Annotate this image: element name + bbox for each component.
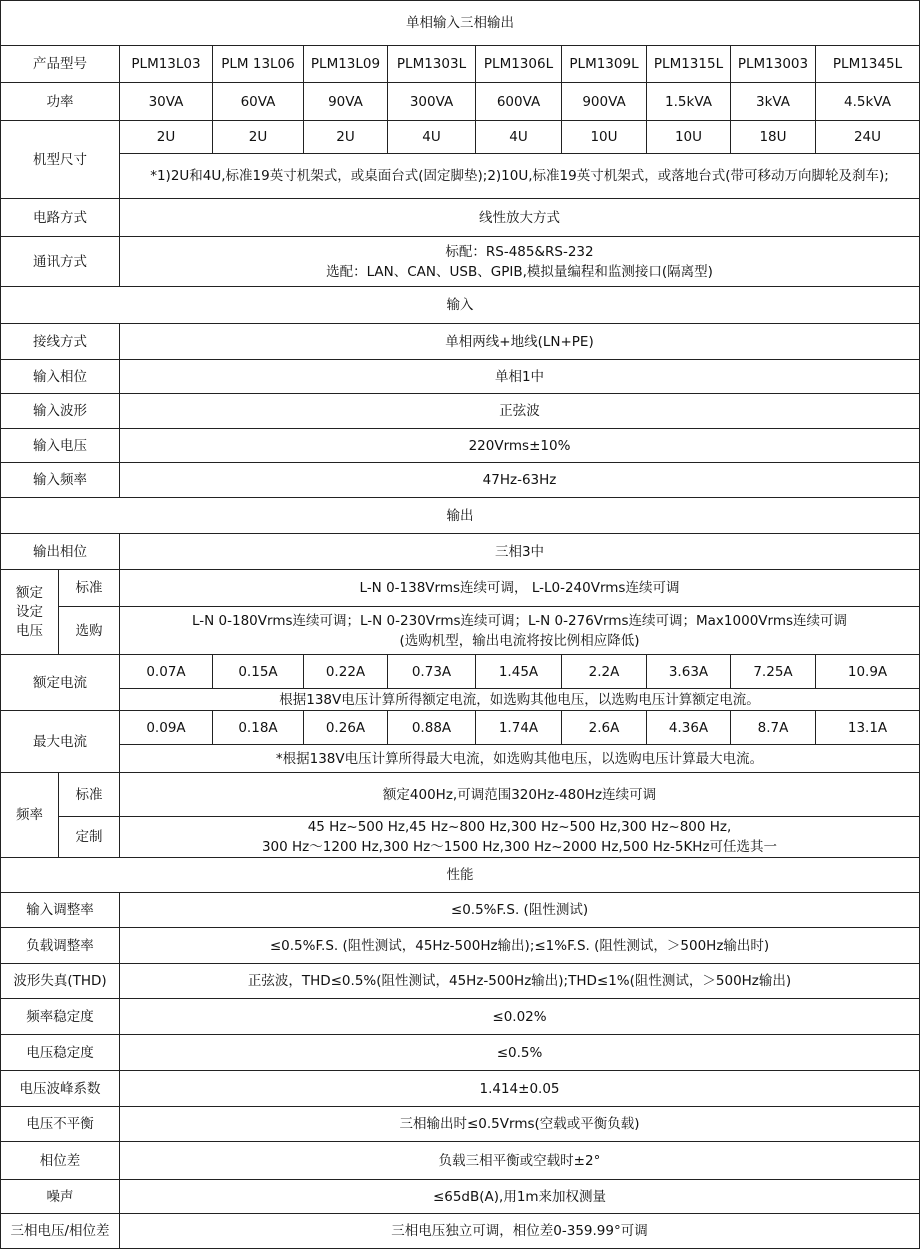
section-output-title: 输出: [1, 498, 920, 534]
model-cell: PLM1345L: [816, 46, 920, 83]
row-label: 频率稳定度: [1, 999, 120, 1035]
row-label: 相位差: [1, 1142, 120, 1180]
size-note: *1)2U和4U,标准19英寸机架式，或桌面台式(固定脚垫);2)10U,标准19英寸机架式，或落地台式(带可移动万向脚轮及刹车);: [120, 154, 920, 199]
frequency-label: 频率: [1, 773, 59, 858]
row-label: 产品型号: [1, 46, 120, 83]
row-label: 输出相位: [1, 534, 120, 570]
row-label: 输入频率: [1, 463, 120, 498]
frequency-custom-line: 300 Hz～1200 Hz,300 Hz～1500 Hz,300 Hz~2000 Hz,500 Hz-5KHz可任选其一: [261, 839, 778, 855]
rated-voltage-optional: [120, 607, 920, 655]
row-value: ≤65dB(A),用1m来加权测量: [120, 1180, 920, 1214]
rated-current-note: 根据138V电压计算所得额定电流，如选购其他电压，以选购电压计算额定电流。: [120, 689, 920, 711]
model-cell: PLM13L09: [304, 46, 388, 83]
size-cell: 2U: [213, 121, 304, 154]
row-value: 三相输出时≤0.5Vrms(空载或平衡负载): [120, 1107, 920, 1142]
comm-value: [120, 237, 920, 287]
row-label: 功率: [1, 83, 120, 121]
rated-voltage-label: 额定 设定 电压: [1, 570, 59, 655]
size-cell: 10U: [562, 121, 647, 154]
size-cell: 4U: [388, 121, 476, 154]
row-value: 负载三相平衡或空载时±2°: [120, 1142, 920, 1180]
row-value: 单相两线+地线(LN+PE): [120, 324, 920, 360]
current-cell: 0.22A: [304, 655, 388, 689]
model-cell: PLM1309L: [562, 46, 647, 83]
model-cell: PLM 13L06: [213, 46, 304, 83]
row-label: 电路方式: [1, 199, 120, 237]
frequency-custom: [120, 817, 920, 858]
row-value: 正弦波，THD≤0.5%(阻性测试，45Hz-500Hz输出);THD≤1%(阻性测试，＞500Hz输出): [120, 964, 920, 999]
power-cell: 3kVA: [731, 83, 816, 121]
row-label: 三相电压/相位差: [1, 1214, 120, 1249]
model-cell: PLM1315L: [647, 46, 731, 83]
row-label: 负载调整率: [1, 928, 120, 964]
row-label: 额定电流: [1, 655, 120, 711]
row-label: 输入调整率: [1, 893, 120, 928]
sub-label: 定制: [59, 817, 120, 858]
current-cell: 0.18A: [213, 711, 304, 745]
max-current-note: *根据138V电压计算所得最大电流，如选购其他电压，以选购电压计算最大电流。: [120, 745, 920, 773]
current-cell: 0.15A: [213, 655, 304, 689]
section-input-title: 输入: [1, 287, 920, 324]
row-value: ≤0.5%F.S. (阻性测试): [120, 893, 920, 928]
power-cell: 900VA: [562, 83, 647, 121]
table-title: 单相输入三相输出: [1, 1, 920, 46]
rated-voltage-standard: L-N 0-138Vrms连续可调， L-L0-240Vrms连续可调: [120, 570, 920, 607]
size-cell: 18U: [731, 121, 816, 154]
row-label: 输入电压: [1, 429, 120, 463]
row-value: 220Vrms±10%: [120, 429, 920, 463]
rated-voltage-optional-line: L-N 0-180Vrms连续可调；L-N 0-230Vrms连续可调；L-N 0-276Vrms连续可调；Max1000Vrms连续可调: [192, 612, 848, 629]
row-label: 电压稳定度: [1, 1035, 120, 1071]
row-label: 电压波峰系数: [1, 1071, 120, 1107]
row-label: 波形失真(THD): [1, 964, 120, 999]
power-cell: 300VA: [388, 83, 476, 121]
model-cell: PLM13003: [731, 46, 816, 83]
model-cell: PLM1303L: [388, 46, 476, 83]
current-cell: 0.73A: [388, 655, 476, 689]
row-value: 47Hz-63Hz: [120, 463, 920, 498]
current-cell: 7.25A: [731, 655, 816, 689]
current-cell: 1.74A: [476, 711, 562, 745]
size-cell: 2U: [120, 121, 213, 154]
current-cell: 4.36A: [647, 711, 731, 745]
size-row: [1, 121, 920, 154]
row-value: 三相3中: [120, 534, 920, 570]
power-row: [1, 83, 920, 121]
current-cell: 13.1A: [816, 711, 920, 745]
power-cell: 30VA: [120, 83, 213, 121]
max-current-row: [1, 711, 920, 745]
frequency-custom-line: 45 Hz~500 Hz,45 Hz~800 Hz,300 Hz~500 Hz,300 Hz~800 Hz,: [307, 819, 732, 835]
sub-label: 标准: [59, 570, 120, 607]
current-cell: 8.7A: [731, 711, 816, 745]
row-value: 1.414±0.05: [120, 1071, 920, 1107]
model-cell: PLM1306L: [476, 46, 562, 83]
row-label: 通讯方式: [1, 237, 120, 287]
size-cell: 24U: [816, 121, 920, 154]
size-cell: 2U: [304, 121, 388, 154]
row-label: 输入相位: [1, 360, 120, 394]
size-cell: 4U: [476, 121, 562, 154]
circuit-value: 线性放大方式: [120, 199, 920, 237]
current-cell: 2.2A: [562, 655, 647, 689]
row-label: 噪声: [1, 1180, 120, 1214]
power-cell: 600VA: [476, 83, 562, 121]
row-value: ≤0.5%F.S. (阻性测试，45Hz-500Hz输出);≤1%F.S. (阻性测试，＞500Hz输出时): [120, 928, 920, 964]
current-cell: 10.9A: [816, 655, 920, 689]
current-cell: 0.09A: [120, 711, 213, 745]
row-label: 最大电流: [1, 711, 120, 773]
current-cell: 2.6A: [562, 711, 647, 745]
rated-voltage-optional-note: (选购机型，输出电流将按比例相应降低): [399, 632, 640, 649]
current-cell: 0.88A: [388, 711, 476, 745]
rated-current-row: [1, 655, 920, 689]
section-performance-title: 性能: [1, 858, 920, 893]
model-cell: PLM13L03: [120, 46, 213, 83]
row-value: ≤0.5%: [120, 1035, 920, 1071]
sub-label: 选购: [59, 607, 120, 655]
sub-label: 标准: [59, 773, 120, 817]
power-cell: 90VA: [304, 83, 388, 121]
frequency-standard: 额定400Hz,可调范围320Hz-480Hz连续可调: [120, 773, 920, 817]
row-value: ≤0.02%: [120, 999, 920, 1035]
models-row: [1, 46, 920, 83]
size-cell: 10U: [647, 121, 731, 154]
row-label: 机型尺寸: [1, 121, 120, 199]
power-cell: 4.5kVA: [816, 83, 920, 121]
current-cell: 0.26A: [304, 711, 388, 745]
row-label: 接线方式: [1, 324, 120, 360]
row-value: 单相1中: [120, 360, 920, 394]
current-cell: 0.07A: [120, 655, 213, 689]
row-label: 输入波形: [1, 394, 120, 429]
power-cell: 60VA: [213, 83, 304, 121]
comm-standard: 标配：RS-485&RS-232: [445, 243, 594, 260]
row-value: 三相电压独立可调，相位差0-359.99°可调: [120, 1214, 920, 1249]
power-cell: 1.5kVA: [647, 83, 731, 121]
row-label: 电压不平衡: [1, 1107, 120, 1142]
comm-optional: 选配：LAN、CAN、USB、GPIB,模拟量编程和监测接口(隔离型): [326, 263, 713, 280]
current-cell: 3.63A: [647, 655, 731, 689]
current-cell: 1.45A: [476, 655, 562, 689]
row-value: 正弦波: [120, 394, 920, 429]
